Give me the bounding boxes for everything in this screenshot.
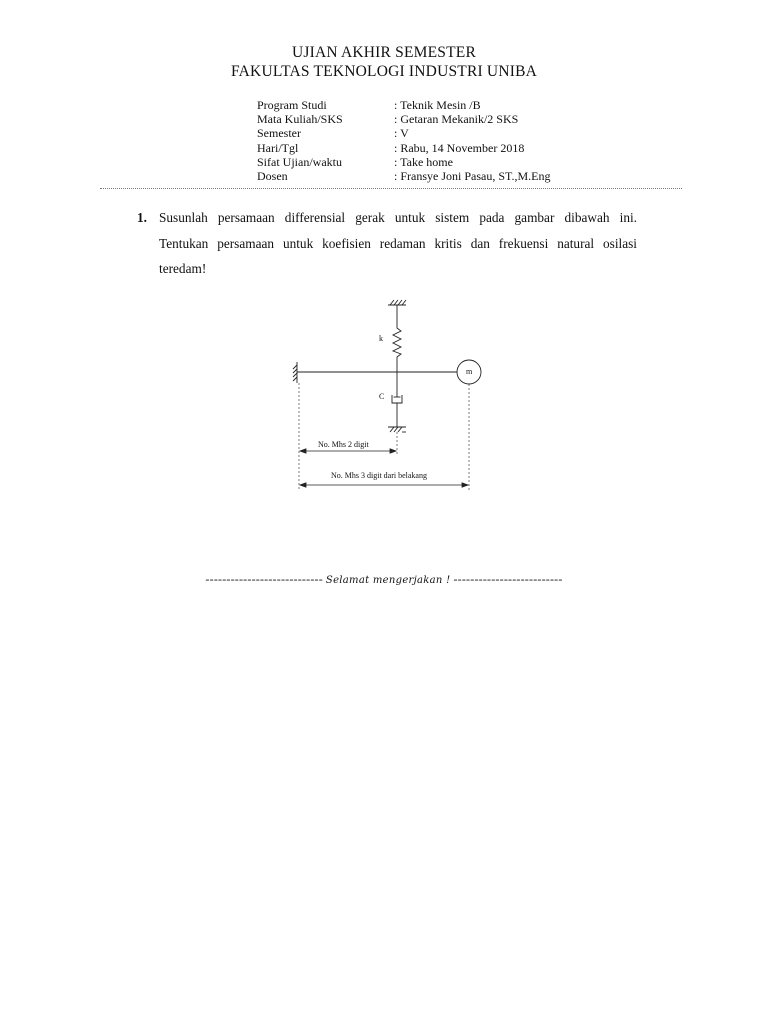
closing-message: Selamat mengerjakan ! [325,575,451,586]
spring-icon [393,305,401,372]
dotted-separator [100,188,682,189]
question-line: Tentukan persamaan untuk koefisien redaman kritis dan frekuensi natural osilasi [159,235,637,251]
info-value: : Rabu, 14 November 2018 [394,141,524,155]
damper-icon [392,372,402,427]
info-value: : V [394,126,409,140]
info-label: Program Studi [257,98,327,112]
closing-dashes-left: ---------------------------- [205,572,323,586]
closing-dashes-right: -------------------------- [453,572,563,586]
spring-label: k [379,334,383,343]
info-label: Dosen [257,168,288,183]
mass-label: m [466,367,473,376]
left-wall-icon [293,362,297,383]
dimension-label-2: No. Mhs 3 digit dari belakang [331,471,427,480]
info-value: : Getaran Mekanik/2 SKS [394,112,518,126]
closing-line [0,572,768,587]
info-label: Sifat Ujian/waktu [257,154,342,169]
info-value: : Take home [394,155,453,169]
damper-label: C [379,392,385,401]
info-label: Semester [257,126,301,141]
top-ground-icon [388,300,406,305]
vibration-system-diagram [280,295,490,495]
dimension-arrow-1 [300,449,396,453]
info-value: : Teknik Mesin /B [394,98,481,112]
faculty-title: FAKULTAS TEKNOLOGI INDUSTRI UNIBA [230,63,538,80]
diagram-svg [280,295,490,495]
dimension-label-1: No. Mhs 2 digit [318,440,369,449]
info-value: : Fransye Joni Pasau, ST.,M.Eng [394,169,550,183]
dimension-arrow-2 [300,483,468,487]
info-label: Hari/Tgl [257,140,299,155]
bottom-ground-icon [388,427,406,432]
question-number: 1. [137,210,147,225]
question-line: Susunlah persamaan differensial gerak untuk sistem pada gambar dibawah ini. [159,210,637,225]
question-line: teredam! [159,261,207,276]
question-text [159,205,637,282]
info-label: Mata Kuliah/SKS [257,112,343,127]
exam-title: UJIAN AKHIR SEMESTER [292,44,476,61]
